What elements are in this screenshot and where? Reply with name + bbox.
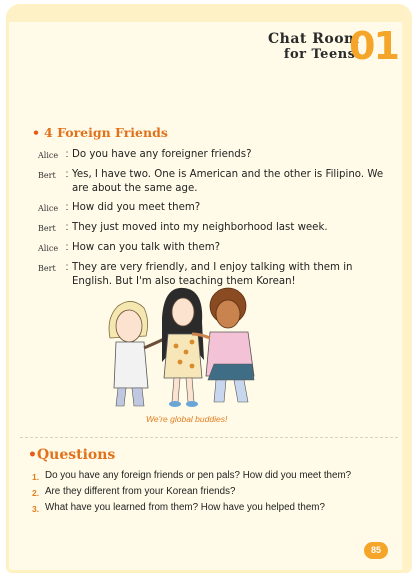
- section-number: 4: [44, 125, 53, 140]
- blond-kid-figure: [109, 301, 166, 406]
- speaker-name: Bert: [38, 224, 56, 233]
- right-strip: [402, 4, 412, 573]
- colon: :: [65, 169, 69, 180]
- questions-list: [32, 469, 392, 517]
- dialogue-text: Do you have any foreigner friends?: [72, 149, 252, 160]
- bullet-dot-icon: •: [28, 447, 37, 463]
- colon: :: [65, 202, 69, 213]
- header-title-line2: for Teens: [283, 47, 356, 62]
- girl-figure: [162, 288, 204, 407]
- dialogue-line: [38, 168, 388, 196]
- question-item: [32, 485, 392, 500]
- speaker-name: Alice: [38, 244, 59, 253]
- speaker-name: Bert: [38, 264, 56, 273]
- section-title: [32, 125, 168, 140]
- questions-title: [28, 447, 115, 463]
- speaker-name: Bert: [38, 171, 56, 180]
- question-number: 1.: [32, 472, 40, 482]
- dialogue-text: They just moved into my neighborhood last week.: [72, 222, 328, 233]
- dialogue: [38, 148, 388, 294]
- header-title-line1: Chat Room: [268, 31, 360, 47]
- dialogue-line: [38, 241, 388, 256]
- top-strip: [6, 4, 412, 22]
- question-item: [32, 501, 392, 516]
- question-item: [32, 469, 392, 484]
- header-title: [268, 32, 359, 62]
- dialogue-line: [38, 221, 388, 236]
- question-text: What have you learned from them? How have you helped them?: [45, 502, 325, 513]
- unit-number: 01: [349, 24, 398, 68]
- question-number: 3.: [32, 504, 40, 514]
- section-title-text: Foreign Friends: [57, 125, 168, 140]
- colon: :: [65, 242, 69, 253]
- speaker-name: Alice: [38, 151, 59, 160]
- dialogue-text: Yes, I have two. One is American and the other is Filipino. We are about the same age.: [72, 169, 384, 194]
- illustration-caption: We're global buddies!: [146, 414, 228, 424]
- dialogue-line: [38, 148, 388, 163]
- colon: :: [65, 149, 69, 160]
- colon: :: [65, 222, 69, 233]
- questions-title-text: Questions: [36, 447, 116, 463]
- dialogue-text: How can you talk with them?: [72, 242, 221, 253]
- question-text: Are they different from your Korean friends?: [45, 486, 236, 497]
- speaker-name: Alice: [38, 204, 59, 213]
- question-text: Do you have any foreign friends or pen pals? How did you meet them?: [45, 470, 352, 481]
- dialogue-line: [38, 201, 388, 216]
- dialogue-text: They are very friendly, and I enjoy talking with them in English. But I'm also teaching them Korean!: [72, 262, 353, 287]
- dialogue-text: How did you meet them?: [72, 202, 201, 213]
- bullet-dot-icon: •: [32, 125, 40, 140]
- colon: :: [65, 262, 69, 273]
- page-number-badge: 85: [364, 542, 388, 559]
- friends-illustration: [96, 278, 266, 413]
- question-number: 2.: [32, 488, 40, 498]
- dashed-divider: [20, 437, 398, 438]
